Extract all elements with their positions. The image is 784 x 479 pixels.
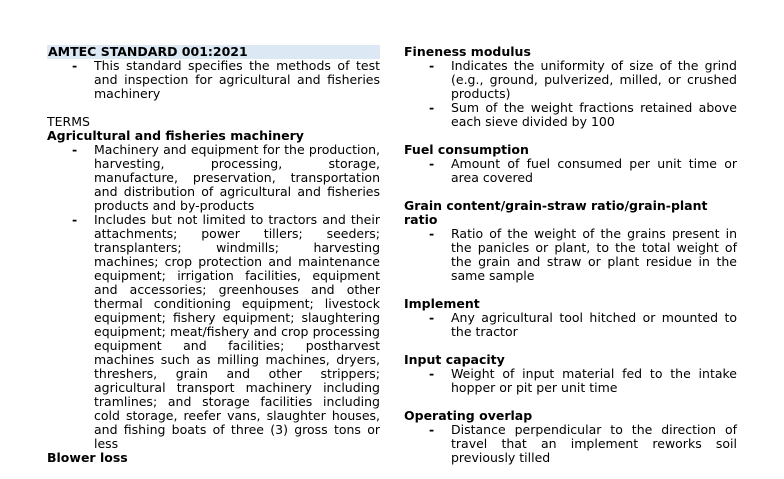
list-item: - Weight of input material fed to the intake hopper or pit per unit time xyxy=(404,367,737,395)
term-definition-list xyxy=(404,367,737,395)
list-item: - Includes but not limited to tractors and their attachments; power tillers; seeders; transplanters; windmills; harvesting machines; crop protection and maintenance equipment; irrigation facilities, equipment and accessories; greenhouses and other thermal conditioning equipment; livestock equipment; fishery equipment; slaughtering equipment; meat/fishery and crop processing equipment and facilities; postharvest machines such as milling machines, dryers, threshers, grain and other strippers; agricultural transport machinery including tramlines; and storage facilities including cold storage, reefer vans, slaughter houses, and fishing boats of three (3) gross tons or less xyxy=(47,213,380,451)
term-block xyxy=(404,143,737,185)
term-block xyxy=(404,199,737,283)
right-column xyxy=(404,45,737,479)
term-block xyxy=(404,409,737,465)
term-definition-list xyxy=(404,227,737,283)
list-item: - Any agricultural tool hitched or mounted to the tractor xyxy=(404,311,737,339)
list-item: - This standard specifies the methods of test and inspection for agricultural and fisheries machinery xyxy=(47,59,380,101)
standard-description-list xyxy=(47,59,380,101)
term-heading: Operating overlap xyxy=(404,408,533,423)
terms-heading: TERMS xyxy=(47,114,90,129)
term-definition-list xyxy=(404,59,737,129)
list-item: - Amount of fuel consumed per unit time or area covered xyxy=(404,157,737,185)
term-heading: Input capacity xyxy=(404,352,505,367)
term-heading: Agricultural and fisheries machinery xyxy=(47,128,304,143)
list-item: - Ratio of the weight of the grains present in the panicles or plant, to the total weight of the grain and straw or plant residue in the same sample xyxy=(404,227,737,283)
term-definition-list xyxy=(404,157,737,185)
list-item: - Sum of the weight fractions retained above each sieve divided by 100 xyxy=(404,101,737,129)
term-block xyxy=(404,297,737,339)
term-heading: Fineness modulus xyxy=(404,44,531,59)
spacer xyxy=(47,101,380,115)
term-block xyxy=(404,353,737,395)
list-item: - Distance perpendicular to the direction of travel that an implement reworks soil previously tilled xyxy=(404,423,737,465)
term-heading: Implement xyxy=(404,296,480,311)
left-column xyxy=(47,45,380,465)
list-item: - Indicates the uniformity of size of the grind (e.g., ground, pulverized, milled, or crushed products) xyxy=(404,59,737,101)
term-definition-list xyxy=(404,423,737,465)
term-heading: Fuel consumption xyxy=(404,142,529,157)
list-item: - Machinery and equipment for the production, harvesting, processing, storage, manufacture, preservation, transportation and distribution of agricultural and fisheries products and by-products xyxy=(47,143,380,213)
term-definition-list xyxy=(47,143,380,451)
term-heading: Blower loss xyxy=(47,450,128,465)
standard-title: AMTEC STANDARD 001:2021 xyxy=(47,45,380,59)
term-heading: Grain content/grain-straw ratio/grain-plant ratio xyxy=(404,198,708,227)
term-definition-list xyxy=(404,311,737,339)
term-block xyxy=(404,45,737,129)
